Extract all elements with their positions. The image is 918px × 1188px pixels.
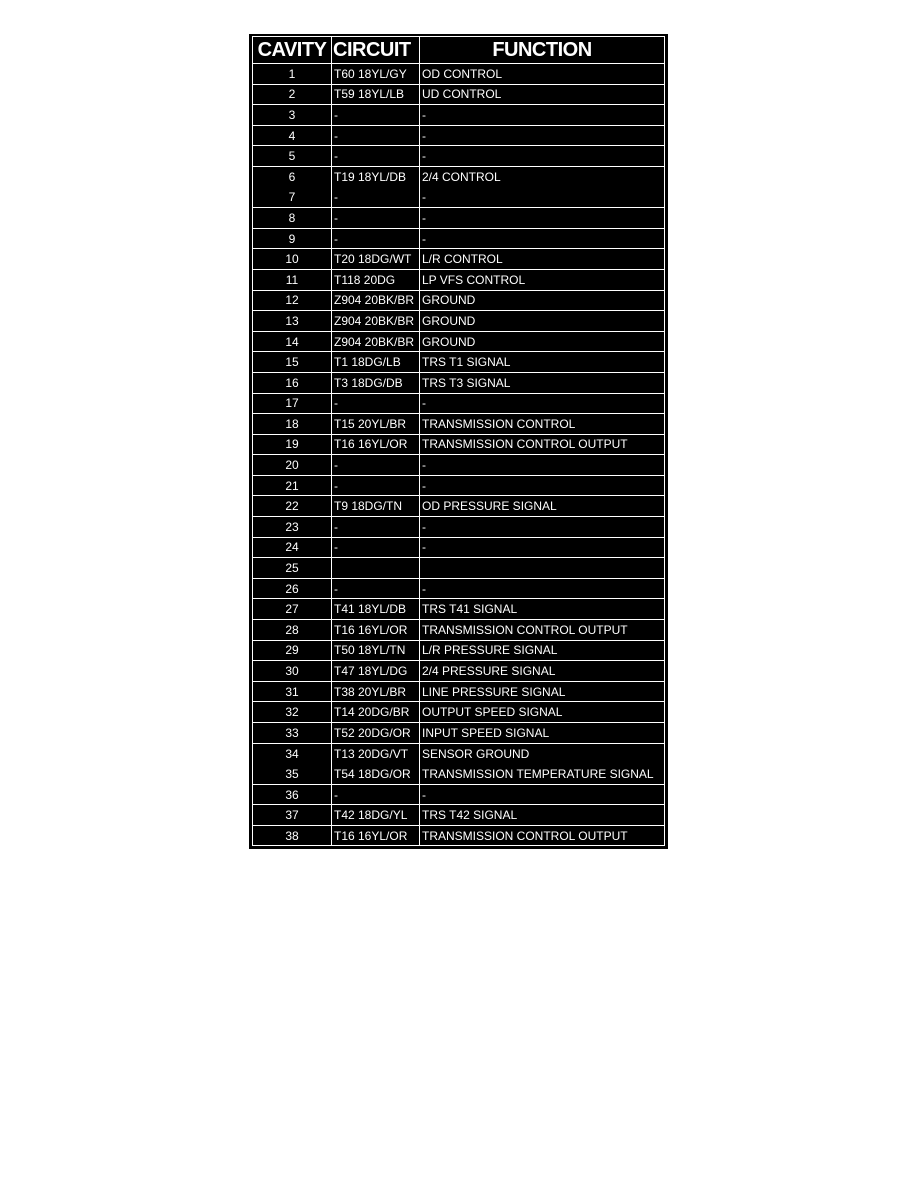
- circuit-cell: -: [332, 785, 420, 805]
- table-row: [253, 167, 664, 188]
- circuit-cell: T42 18DG/YL: [332, 805, 420, 825]
- table-row: [253, 682, 664, 703]
- function-cell: TRANSMISSION CONTROL OUTPUT: [422, 437, 628, 452]
- circuit-cell: T9 18DG/TN: [332, 496, 420, 516]
- cavity-cell: 33: [253, 723, 332, 743]
- function-cell: -: [422, 396, 426, 411]
- circuit-cell: T16 16YL/OR: [332, 826, 420, 846]
- cavity-cell: 1: [253, 64, 332, 84]
- cavity-cell: 18: [253, 414, 332, 434]
- table-row: [253, 146, 664, 167]
- function-cell: 2/4 CONTROL: [422, 170, 501, 185]
- circuit-cell: T52 20DG/OR: [332, 723, 420, 743]
- function-cell: -: [422, 519, 426, 534]
- function-cell: -: [422, 128, 426, 143]
- cavity-cell: 23: [253, 517, 332, 537]
- table-row: [253, 517, 664, 538]
- cavity-cell: 16: [253, 373, 332, 393]
- cavity-cell: 11: [253, 270, 332, 290]
- table-row: [253, 744, 664, 765]
- cavity-cell: 4: [253, 126, 332, 146]
- function-cell: TRANSMISSION TEMPERATURE SIGNAL: [422, 766, 654, 781]
- cavity-cell: 30: [253, 661, 332, 681]
- cavity-cell: 32: [253, 702, 332, 722]
- cavity-cell: 15: [253, 352, 332, 372]
- function-cell: -: [422, 787, 426, 802]
- function-cell: SENSOR GROUND: [422, 746, 530, 761]
- header-cavity: CAVITY: [253, 37, 332, 63]
- function-cell: -: [422, 581, 426, 596]
- table-inner-border: [252, 36, 665, 846]
- cavity-cell: 35: [253, 764, 332, 784]
- cavity-cell: 31: [253, 682, 332, 702]
- circuit-cell: T54 18DG/OR: [332, 764, 420, 784]
- function-cell: GROUND: [422, 313, 476, 328]
- table-row: [253, 394, 664, 415]
- function-cell: -: [422, 107, 426, 122]
- circuit-cell: [332, 558, 420, 578]
- table-row: [253, 105, 664, 126]
- circuit-cell: -: [332, 105, 420, 125]
- cavity-cell: 10: [253, 249, 332, 269]
- table-row: [253, 229, 664, 250]
- function-cell: [420, 558, 664, 578]
- cavity-cell: 37: [253, 805, 332, 825]
- circuit-cell: -: [332, 517, 420, 537]
- table-row: [253, 476, 664, 497]
- circuit-cell: T38 20YL/BR: [332, 682, 420, 702]
- table-row: [253, 641, 664, 662]
- circuit-cell: T59 18YL/LB: [332, 85, 420, 105]
- circuit-cell: T41 18YL/DB: [332, 599, 420, 619]
- table-row: [253, 373, 664, 394]
- table-body: [253, 64, 664, 846]
- circuit-cell: T16 16YL/OR: [332, 435, 420, 455]
- table-row: [253, 496, 664, 517]
- cavity-cell: 17: [253, 394, 332, 414]
- function-cell: TRANSMISSION CONTROL: [422, 416, 576, 431]
- circuit-cell: T19 18YL/DB: [332, 167, 420, 188]
- cavity-cell: 3: [253, 105, 332, 125]
- circuit-cell: T118 20DG: [332, 270, 420, 290]
- function-cell: INPUT SPEED SIGNAL: [422, 725, 550, 740]
- cavity-cell: 34: [253, 744, 332, 765]
- circuit-cell: -: [332, 538, 420, 558]
- table-row: [253, 270, 664, 291]
- cavity-cell: 14: [253, 332, 332, 352]
- cavity-cell: 19: [253, 435, 332, 455]
- table-row: [253, 558, 664, 579]
- cavity-cell: 36: [253, 785, 332, 805]
- circuit-cell: -: [332, 455, 420, 475]
- cavity-cell: 13: [253, 311, 332, 331]
- table-row: [253, 538, 664, 559]
- function-cell: LINE PRESSURE SIGNAL: [422, 684, 566, 699]
- circuit-cell: T1 18DG/LB: [332, 352, 420, 372]
- circuit-cell: T14 20DG/BR: [332, 702, 420, 722]
- table-row: [253, 414, 664, 435]
- function-cell: -: [422, 458, 426, 473]
- function-cell: -: [422, 210, 426, 225]
- cavity-cell: 21: [253, 476, 332, 496]
- table-header-row: [253, 37, 664, 64]
- cavity-cell: 24: [253, 538, 332, 558]
- circuit-cell: T15 20YL/BR: [332, 414, 420, 434]
- table-row: [253, 579, 664, 600]
- function-cell: OD PRESSURE SIGNAL: [422, 499, 557, 514]
- circuit-cell: -: [332, 394, 420, 414]
- cavity-cell: 38: [253, 826, 332, 846]
- table-row: [253, 826, 664, 846]
- circuit-cell: Z904 20BK/BR: [332, 332, 420, 352]
- function-cell: -: [422, 149, 426, 164]
- table-row: [253, 702, 664, 723]
- circuit-cell: -: [332, 188, 420, 208]
- table-row: [253, 126, 664, 147]
- circuit-cell: -: [332, 146, 420, 166]
- cavity-cell: 12: [253, 291, 332, 311]
- circuit-cell: T3 18DG/DB: [332, 373, 420, 393]
- circuit-cell: T47 18YL/DG: [332, 661, 420, 681]
- cavity-cell: 2: [253, 85, 332, 105]
- cavity-cell: 5: [253, 146, 332, 166]
- table-row: [253, 249, 664, 270]
- table-row: [253, 85, 664, 106]
- function-cell: TRS T3 SIGNAL: [422, 375, 511, 390]
- function-cell: TRANSMISSION CONTROL OUTPUT: [422, 622, 628, 637]
- circuit-cell: -: [332, 476, 420, 496]
- function-cell: L/R CONTROL: [422, 252, 503, 267]
- table-row: [253, 208, 664, 229]
- table-row: [253, 188, 664, 209]
- circuit-cell: T16 16YL/OR: [332, 620, 420, 640]
- function-cell: 2/4 PRESSURE SIGNAL: [422, 664, 556, 679]
- circuit-cell: T20 18DG/WT: [332, 249, 420, 269]
- cavity-cell: 26: [253, 579, 332, 599]
- function-cell: GROUND: [422, 334, 476, 349]
- cavity-cell: 20: [253, 455, 332, 475]
- function-cell: OD CONTROL: [422, 66, 503, 81]
- function-cell: TRS T41 SIGNAL: [422, 602, 518, 617]
- circuit-cell: Z904 20BK/BR: [332, 311, 420, 331]
- function-cell: -: [422, 190, 426, 205]
- connector-pinout-table: [249, 34, 668, 849]
- table-row: [253, 785, 664, 806]
- table-row: [253, 661, 664, 682]
- table-row: [253, 435, 664, 456]
- table-row: [253, 291, 664, 312]
- function-cell: LP VFS CONTROL: [422, 272, 526, 287]
- function-cell: L/R PRESSURE SIGNAL: [422, 643, 558, 658]
- table-row: [253, 620, 664, 641]
- function-cell: -: [422, 231, 426, 246]
- circuit-cell: T60 18YL/GY: [332, 64, 420, 84]
- header-function: FUNCTION: [492, 38, 592, 61]
- circuit-cell: -: [332, 208, 420, 228]
- function-cell: -: [422, 478, 426, 493]
- circuit-cell: -: [332, 579, 420, 599]
- table-row: [253, 455, 664, 476]
- table-row: [253, 311, 664, 332]
- cavity-cell: 8: [253, 208, 332, 228]
- function-cell: UD CONTROL: [422, 87, 502, 102]
- cavity-cell: 29: [253, 641, 332, 661]
- function-cell: TRS T42 SIGNAL: [422, 808, 518, 823]
- cavity-cell: 22: [253, 496, 332, 516]
- function-cell: GROUND: [422, 293, 476, 308]
- table-row: [253, 805, 664, 826]
- cavity-cell: 25: [253, 558, 332, 578]
- cavity-cell: 7: [253, 188, 332, 208]
- circuit-cell: -: [332, 126, 420, 146]
- table-row: [253, 599, 664, 620]
- table-row: [253, 64, 664, 85]
- table-row: [253, 332, 664, 353]
- circuit-cell: Z904 20BK/BR: [332, 291, 420, 311]
- table-row: [253, 352, 664, 373]
- function-cell: -: [422, 540, 426, 555]
- table-row: [253, 723, 664, 744]
- header-circuit: CIRCUIT: [332, 37, 420, 63]
- cavity-cell: 9: [253, 229, 332, 249]
- circuit-cell: -: [332, 229, 420, 249]
- function-cell: TRS T1 SIGNAL: [422, 355, 511, 370]
- function-cell: OUTPUT SPEED SIGNAL: [422, 705, 563, 720]
- cavity-cell: 6: [253, 167, 332, 188]
- circuit-cell: T13 20DG/VT: [332, 744, 420, 765]
- table-row: [253, 764, 664, 785]
- cavity-cell: 28: [253, 620, 332, 640]
- circuit-cell: T50 18YL/TN: [332, 641, 420, 661]
- cavity-cell: 27: [253, 599, 332, 619]
- function-cell: TRANSMISSION CONTROL OUTPUT: [422, 829, 628, 844]
